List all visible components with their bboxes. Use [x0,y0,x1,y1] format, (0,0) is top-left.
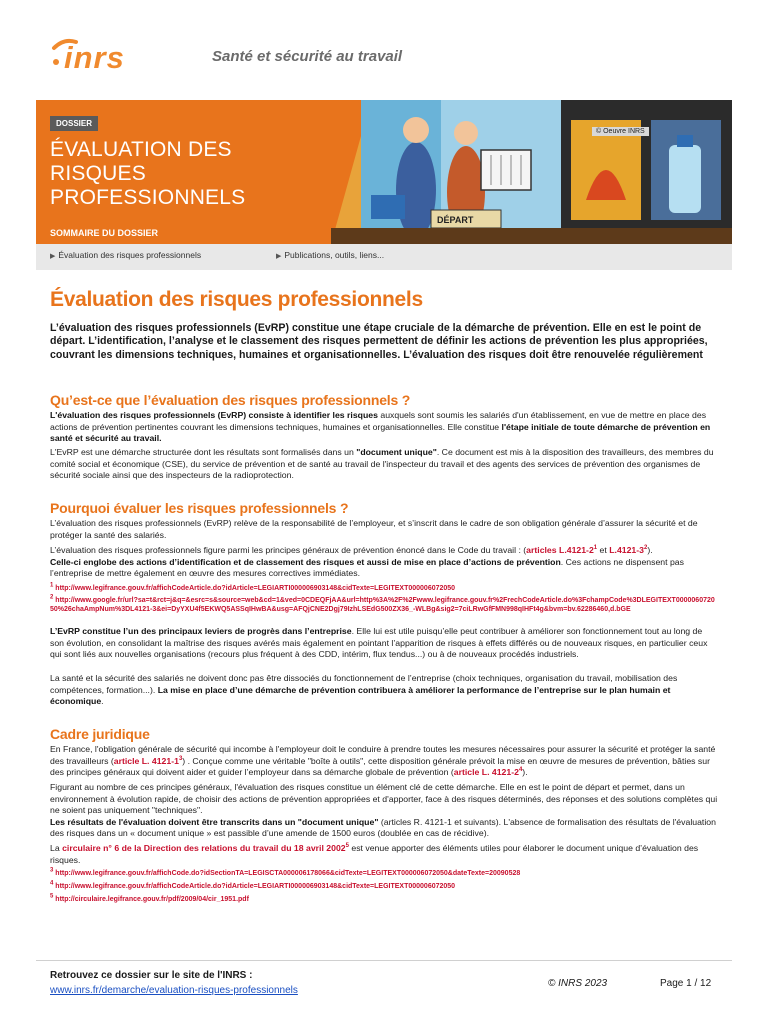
footer-copyright: © INRS 2023 [548,978,608,989]
logo-text: inrs [64,40,125,75]
article-link[interactable]: articles L.4121-2 [526,545,594,555]
page-title: Évaluation des risques professionnels [50,288,423,311]
footnote-1[interactable]: $^1$ http://www.legifrance.gouv.fr/affichCodeArticle.do?idArticle=LEGIARTI000006903148&cidTexte=LEGITEXT000006072050 [50,582,456,592]
summary-item-label: Publications, outils, liens... [284,250,385,260]
article-link[interactable]: article L. 4121-2 [453,767,519,778]
section-what-paragraph-1: L'évaluation des risques professionnels (EvRP) consiste à identifier les risques auxquels sont soumis les salariés d'un établissement, en vue de mettre en place des actions de prévention pertinentes couvrant les dimensions techniques, humaines et organisationnelles. Elle constitue l'étape initiale de toute démarche de prévention en santé et sécurité au travail. [50,410,711,444]
banner-illustration [331,100,732,244]
section-legal-paragraph-1: En France, l'obligation générale de sécurité qui incombe à l'employeur doit le conduire à prendre toutes les mesures nécessaires pour assurer la sécurité et protéger la santé des travailleurs (article L. $4121-1^3$) . Conçue comme une véritable "boîte à outils", cette disposition générale prévoit la mise en œuvre de mesures de prévention, bâties sur des principes généraux qui doivent aider et guider l’employeur dans sa démarche globale de prévention (article L. $4121-2^4$). [50,744,716,778]
footnote-5[interactable]: $^5$ http://circulaire.legifrance.gouv.fr/pdf/2009/04/cir_1951.pdf [50,893,249,903]
footnote-4[interactable]: $^4$ http://www.legifrance.gouv.fr/affichCodeArticle.do?idArticle=LEGIARTI000006903148&cidTexte=LEGITEXT000006072050 [50,880,456,890]
dossier-banner [36,100,732,244]
circulaire-link[interactable]: circulaire n° 6 de la Direction des relations du travail du 18 avril 2002 [62,843,346,853]
lead-paragraph: L’évaluation des risques professionnels (EvRP) constitue une étape cruciale de la démarche de prévention. Elle en est le point de départ. L’identification, l’analyse et le classement des risques permettent de définir les actions de prévention les plus appropriées, couvrant les dimensions techniques, humaines et organisationnelles. L’évaluation des risques doit être renouvelée régulièrement [50,322,708,361]
section-title-legal: Cadre juridique [50,726,150,742]
tagline: Santé et sécurité au travail [212,48,403,65]
inrs-logo [50,36,200,76]
triangle-right-icon: ▶ [50,253,56,260]
dossier-badge: DOSSIER [50,116,98,131]
footer-divider [36,960,732,961]
section-what-paragraph-2: L'EvRP est une démarche structurée dont les résultats sont formalisés dans un "document unique". Ce document est mis à la disposition des travailleurs, des membres du comité social et économique (CSE), du service de prévention et de santé au travail de l'inspecteur du travail et des agents des services de prévention des organismes de sécurité sociale ainsi que des inspecteurs de la radioprotection. [50,447,714,481]
section-why-paragraph-3: L’EvRP constitue l’un des principaux leviers de progrès dans l’entreprise. Elle lui est utile puisqu’elle peut contribuer à améliorer son fonctionnement tout au long de son évolution, en consolidant la maîtrise des risques avérés mais également en pointant l’apparition de risques à effets différés ou de nouveaux risques, en particulier ceux qui sont liés aux nouvelles organisations (recours plus fréquent à des CDD, intérim, flux tendus...) ou à de nouveaux procédés industriels. [50,626,708,660]
article-link[interactable]: L.4121-3 [609,545,644,555]
summary-item-publications[interactable] [276,250,384,260]
summary-item-label: Évaluation des risques professionnels [58,250,202,260]
image-credit: © Oeuvre INRS [592,127,649,136]
sign-text: DÉPART [437,215,474,225]
triangle-right-icon: ▶ [276,253,282,260]
section-why-paragraph-4: La santé et la sécurité des salariés ne doivent donc pas être dissociés du fonctionnement de l’entreprise (choix techniques, organisation du travail, mobilisation des compétences, formation...). La mise en place d’une démarche de prévention contribuera à améliorer la performance de l’entreprise sur le plan humain et économique. [50,673,678,707]
footnote-2[interactable]: $^2$ http://www.google.fr/url?sa=t&rct=j&q=&esrc=s&source=web&cd=1&ved=0CDEQFjAA&url=http%3A%2F%2Fwww.legifrance.gouv.fr%2FrechCodeArticle.do%3FchampCode%3DLEGITEXT000006072050%26chaAmpNum%3DL4121-3&ei=DyYXU4f5EKWQ5ASSqIHwBA&usg=AFQjCNE2Dgj79IzhLSEdG500ZX36_-WLBg&sig2=7ciLRwGfFMN998qIHFt4g&bvm=bv.62286460,d.bGE [50,594,715,613]
footer-title: Retrouvez ce dossier sur le site de l'INRS : [50,970,253,981]
section-title-what: Qu’est-ce que l’évaluation des risques professionnels ? [50,392,411,408]
section-legal-paragraph-2: Figurant au nombre de ces principes généraux, l'évaluation des risques constitue un élément clé de cette démarche. Elle en est le point de départ et permet, dans un environnement à évolution rapide, de choisir des actions de prévention appropriées et d'apporter, face à des risques déterminés, des réponses et des solutions complètes qui ne soient pas uniquement "techniques". Les résultats de l'évaluation doivent être transcrits dans un "document unique" (articles R. 4121-1 et suivants). L'absence de formalisation des résultats de l'évaluation des risques dans un « document unique » est passible d’une amende de 1500 euros (doublée en cas de récidive). [50,782,718,839]
section-why-paragraph-1: L’évaluation des risques professionnels (EvRP) relève de la responsabilité de l’employeur, et s’inscrit dans le cadre de son obligation générale d’assurer la sécurité et de protéger la santé des salariés. [50,518,698,540]
footer-dossier-link[interactable]: www.inrs.fr/demarche/evaluation-risques-professionnels [50,985,298,996]
section-why-paragraph-2: L’évaluation des risques professionnels figure parmi les principes généraux de prévention énoncé dans le Code du travail : (articles $L.4121-2^1$ et $L.4121-3^2$). Celle-ci englobe des actions d’identification et de classement des risques et aussi de mise en place d’actions de prévention. Ces actions ne dispensent pas l’entreprise de mettre également en œuvre des mesures correctives immédiates. [50,545,684,579]
summary-item-evaluation[interactable] [50,250,201,260]
article-link[interactable]: article L. 4121-1 [113,755,179,766]
section-legal-paragraph-3: La circulaire n° 6 de la Direction des relations du travail du 18 avril 2002$^5$ est venue apporter des éléments utiles pour élaborer le document unique d’évaluation des risques. [50,843,699,865]
section-title-why: Pourquoi évaluer les risques professionnels ? [50,500,349,516]
footnote-3[interactable]: $^3$ http://www.legifrance.gouv.fr/affichCode.do?idSectionTA=LEGISCTA000006178066&cidTexte=LEGITEXT000006072050&dateTexte=20090528 [50,867,521,877]
banner-title: ÉVALUATION DES RISQUES PROFESSIONNELS [50,138,246,209]
summary-label: SOMMAIRE DU DOSSIER [50,228,159,238]
page-number: Page 1 / 12 [660,978,712,989]
